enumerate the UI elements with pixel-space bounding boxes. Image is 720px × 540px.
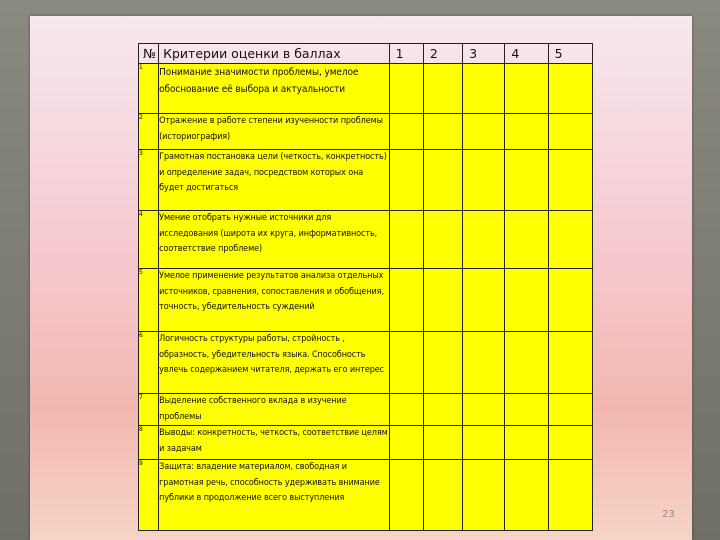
criteria-table bbox=[138, 43, 593, 531]
score-cell bbox=[423, 332, 462, 394]
score-cell bbox=[389, 394, 423, 426]
table-row bbox=[139, 150, 593, 211]
row-num: 4 bbox=[139, 211, 159, 269]
row-criterion: Грамотная постановка цели (четкость, конкретность) и определение задач, посредством которых она будет достигаться bbox=[159, 150, 390, 211]
table-row bbox=[139, 460, 593, 531]
score-cell bbox=[423, 426, 462, 460]
row-criterion: Отражение в работе степени изученности проблемы (историография) bbox=[159, 114, 390, 150]
table-row bbox=[139, 211, 593, 269]
score-cell bbox=[548, 394, 592, 426]
row-criterion: Понимание значимости проблемы, умелое обоснование её выбора и актуальности bbox=[159, 64, 390, 114]
row-criterion: Защита: владение материалом, свободная и грамотная речь, способность удерживать внимание публики в продолжение всего выступления bbox=[159, 460, 390, 531]
header-score-4: 4 bbox=[505, 44, 548, 64]
score-cell bbox=[505, 394, 548, 426]
score-cell bbox=[463, 332, 505, 394]
table-row bbox=[139, 426, 593, 460]
score-cell bbox=[548, 269, 592, 332]
row-num: 3 bbox=[139, 150, 159, 211]
row-criterion: Умелое применение результатов анализа отдельных источников, сравнения, сопоставления и обобщения, точность, убедительность суждений bbox=[159, 269, 390, 332]
score-cell bbox=[505, 332, 548, 394]
score-cell bbox=[505, 150, 548, 211]
table-header-row bbox=[139, 44, 593, 64]
score-cell bbox=[389, 460, 423, 531]
table-row bbox=[139, 269, 593, 332]
row-num: 7 bbox=[139, 394, 159, 426]
score-cell bbox=[463, 460, 505, 531]
slide bbox=[30, 16, 692, 540]
header-score-2: 2 bbox=[423, 44, 462, 64]
score-cell bbox=[505, 211, 548, 269]
header-criterion: Критерии оценки в баллах bbox=[159, 44, 390, 64]
score-cell bbox=[423, 114, 462, 150]
table-row bbox=[139, 332, 593, 394]
score-cell bbox=[423, 64, 462, 114]
score-cell bbox=[505, 460, 548, 531]
score-cell bbox=[463, 211, 505, 269]
score-cell bbox=[548, 64, 592, 114]
row-num: 9 bbox=[139, 460, 159, 531]
header-score-1: 1 bbox=[389, 44, 423, 64]
table-row bbox=[139, 114, 593, 150]
row-criterion: Умение отобрать нужные источники для исследования (широта их круга, информативность, соответствие проблеме) bbox=[159, 211, 390, 269]
score-cell bbox=[389, 114, 423, 150]
row-num: 6 bbox=[139, 332, 159, 394]
score-cell bbox=[505, 269, 548, 332]
score-cell bbox=[423, 394, 462, 426]
score-cell bbox=[463, 114, 505, 150]
score-cell bbox=[389, 64, 423, 114]
score-cell bbox=[423, 460, 462, 531]
row-num: 8 bbox=[139, 426, 159, 460]
score-cell bbox=[463, 426, 505, 460]
score-cell bbox=[548, 150, 592, 211]
score-cell bbox=[548, 426, 592, 460]
score-cell bbox=[389, 150, 423, 211]
row-num: 1 bbox=[139, 64, 159, 114]
score-cell bbox=[463, 394, 505, 426]
header-score-3: 3 bbox=[463, 44, 505, 64]
score-cell bbox=[389, 269, 423, 332]
score-cell bbox=[548, 114, 592, 150]
table-row bbox=[139, 64, 593, 114]
score-cell bbox=[548, 460, 592, 531]
row-criterion: Выделение собственного вклада в изучение проблемы bbox=[159, 394, 390, 426]
score-cell bbox=[548, 332, 592, 394]
header-score-5: 5 bbox=[548, 44, 592, 64]
score-cell bbox=[389, 332, 423, 394]
score-cell bbox=[389, 426, 423, 460]
score-cell bbox=[423, 211, 462, 269]
score-cell bbox=[548, 211, 592, 269]
score-cell bbox=[423, 269, 462, 332]
score-cell bbox=[463, 64, 505, 114]
score-cell bbox=[423, 150, 462, 211]
row-criterion: Выводы: конкретность, четкость, соответствие целям и задачам bbox=[159, 426, 390, 460]
row-num: 2 bbox=[139, 114, 159, 150]
header-num: № bbox=[139, 44, 159, 64]
table-row bbox=[139, 394, 593, 426]
score-cell bbox=[463, 150, 505, 211]
page-number: 23 bbox=[662, 509, 675, 520]
score-cell bbox=[389, 211, 423, 269]
score-cell bbox=[463, 269, 505, 332]
score-cell bbox=[505, 114, 548, 150]
row-num: 5 bbox=[139, 269, 159, 332]
row-criterion: Логичность структуры работы, стройность , образность, убедительность языка. Способность увлечь содержанием читателя, держать его интерес bbox=[159, 332, 390, 394]
score-cell bbox=[505, 426, 548, 460]
score-cell bbox=[505, 64, 548, 114]
